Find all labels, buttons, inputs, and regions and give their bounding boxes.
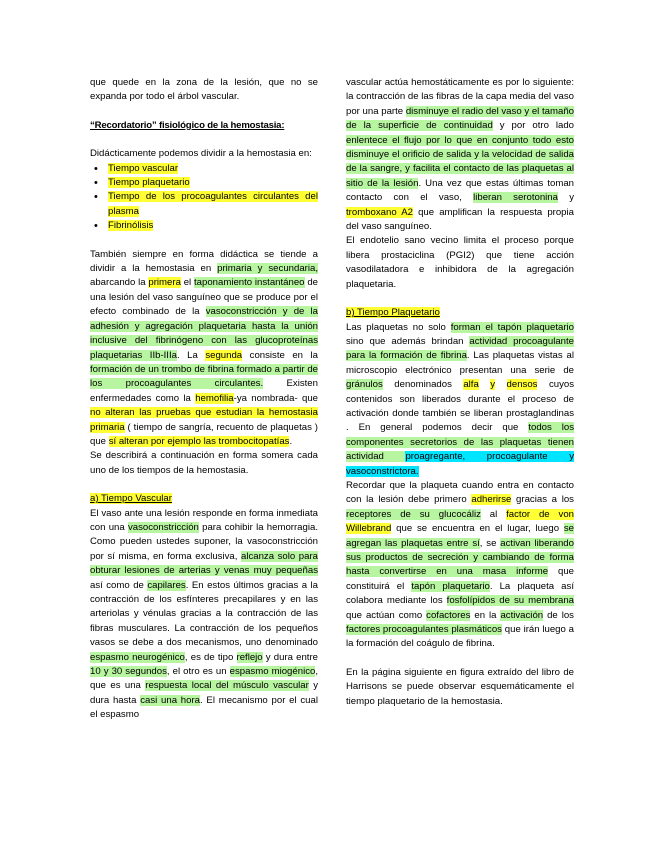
highlight-text: alcanza solo para obturar lesiones de arterias y venas muy pequeñas xyxy=(90,550,318,577)
highlight-text: alfa xyxy=(463,379,479,391)
text-span: que irán luego a la formación del coágulo de fibrina. xyxy=(346,624,574,650)
highlight-text: adherirse xyxy=(471,494,512,506)
text-span: que constituirá el xyxy=(346,566,574,592)
paragraph xyxy=(346,321,574,479)
text-span: ( tiempo de sangría, recuento de plaquetas ) que xyxy=(90,421,318,447)
highlight-text: segunda xyxy=(205,349,243,361)
text-span: y xyxy=(557,192,574,204)
highlight-text: Tiempo vascular xyxy=(108,162,179,174)
list-item xyxy=(90,190,318,219)
text-span: , es de tipo xyxy=(184,651,237,663)
text-span: denominados xyxy=(382,379,464,391)
text-span: . El mecanismo por el cual el espasmo xyxy=(90,694,318,721)
highlight-text: reflejo xyxy=(236,651,263,663)
highlight-text: disminuye el radio del vaso y el tamaño de la superficie de continuidad xyxy=(346,105,574,132)
text-span: en la xyxy=(470,609,501,621)
text-span: Las plaquetas no solo xyxy=(346,321,451,333)
text-span xyxy=(479,379,490,390)
highlight-text: taponamiento instantáneo xyxy=(193,277,305,289)
highlight-text: espasmo miogénico xyxy=(229,666,316,678)
text-span: Se describirá a continuación en forma somera cada uno de los tiempos de la hemostasia. xyxy=(90,450,318,476)
text-span: , se xyxy=(479,537,501,549)
text-span: . En estos últimos gracias a la contracción de los esfínteres precapilares y en las arteriolas y vénulas gracias a la contracción de las fibras musculares. La contracción de los pequeños vasos se debe a dos mecanismos, uno denominado xyxy=(90,579,318,649)
highlight-text: factor de von Willebrand xyxy=(346,508,574,535)
paragraph xyxy=(346,234,574,292)
text-span: sino que además brindan xyxy=(346,335,470,347)
text-span: abarcando la xyxy=(90,277,149,289)
highlight-text: vasoconstricción xyxy=(127,521,199,533)
text-span: . Una vez que estas últimas toman contacto con el vaso, xyxy=(346,177,574,204)
highlight-text: vasoconstricción y de la adhesión y agregación plaquetaria hasta la unión inclusive del fibrinógeno con las glucoproteínas plaquetarias IIb-IIIa xyxy=(90,306,318,361)
heading-text: a) Tiempo Vascular xyxy=(90,493,172,505)
highlight-text: sí alteran por ejemplo las trombocitopatías xyxy=(108,435,290,447)
paragraph xyxy=(90,449,318,478)
text-span: y dura entre xyxy=(262,651,318,663)
text-span: consiste en la xyxy=(242,349,318,361)
bullet-list xyxy=(90,162,318,234)
highlight-text: respuesta local del músculo vascular xyxy=(145,680,309,692)
highlight-text: se agregan las plaquetas entre sí xyxy=(346,523,574,549)
highlight-text: gránulos xyxy=(346,379,383,391)
paragraph xyxy=(90,76,318,105)
highlight-text: tapón plaquetario xyxy=(411,580,490,592)
text-span: el xyxy=(180,277,194,289)
list-item xyxy=(90,219,318,233)
text-span: al xyxy=(480,508,507,520)
text-span: de los xyxy=(543,609,574,621)
text-span: . La xyxy=(176,349,206,361)
highlight-text: receptores de su glucocáliz xyxy=(346,508,481,520)
highlight-text: tromboxano A2 xyxy=(346,206,413,218)
text-span: En la página siguiente en figura extraído del libro de Harrisons se puede observar esquemáticamente el tiempo plaquetario de la hemostasia. xyxy=(346,666,574,707)
highlight-text: activan liberando sus productos de secreción y cambiando de forma hasta convertirse en una masa informe xyxy=(346,537,574,578)
text-span: Recordar que la plaqueta cuando entra en contacto con la lesión debe primero xyxy=(346,479,574,506)
highlight-text: proagregante, procoagulante y vasoconstrictora. xyxy=(346,451,575,477)
highlight-text: capilares xyxy=(147,579,186,591)
section-heading xyxy=(90,492,318,506)
text-span: cuyos contenidos son liberados durante el proceso de activación donde también se liberan prostaglandinas . En general podemos decir que xyxy=(346,379,575,434)
highlight-text: primaria y secundaria, xyxy=(217,263,318,275)
highlight-text: Fibrinólisis xyxy=(108,220,154,232)
text-span: Existen enfermedades como la xyxy=(90,378,318,404)
highlight-text: activación xyxy=(500,609,544,621)
section-heading xyxy=(90,119,318,133)
highlight-text: liberan serotonina xyxy=(473,192,558,204)
highlight-text: casi una hora xyxy=(140,694,200,706)
text-span: de una lesión del vaso sanguíneo que se produce por el efecto combinado de la xyxy=(90,277,318,318)
highlight-text: densos xyxy=(506,379,538,391)
paragraph xyxy=(90,248,318,450)
highlight-text: Tiempo plaquetario xyxy=(108,177,190,189)
text-span: . Las plaquetas vistas al microscopio electrónico presentan una serie de xyxy=(346,350,574,376)
highlight-text: Tiempo de los procoagulantes circulantes del plasma xyxy=(108,191,318,217)
text-span: -ya nombrada- que xyxy=(233,392,318,404)
right-column xyxy=(346,76,574,709)
text-span: y dura hasta xyxy=(90,680,318,706)
paragraph xyxy=(346,666,574,709)
highlight-text: hemofilia xyxy=(195,392,234,404)
text-span: que se encuentra en el lugar, luego xyxy=(391,523,564,535)
text-span: , que es una xyxy=(90,666,319,692)
text-span: El vaso ante una lesión responde en forma inmediata con una xyxy=(90,507,318,533)
text-span: que amplifican la respuesta propia del vaso sanguíneo. xyxy=(346,206,574,233)
paragraph xyxy=(90,507,318,723)
paragraph xyxy=(346,479,574,652)
text-span: , el otro es un xyxy=(166,666,230,678)
highlight-text: actividad procoagulante para la formación de fibrina xyxy=(346,335,574,362)
highlight-text: forman el tapón plaquetario xyxy=(450,321,574,333)
text-span: gracias a los xyxy=(511,494,574,506)
list-item xyxy=(90,176,318,190)
list-item xyxy=(90,162,318,176)
highlight-text: espasmo neurogénico xyxy=(90,651,185,663)
highlight-text: y xyxy=(490,379,496,391)
text-span: y por otro lado xyxy=(492,120,575,132)
highlight-text: no alteran las pruebas que estudian la hemostasia primaria xyxy=(90,407,318,433)
highlight-text: primera xyxy=(148,277,181,289)
text-span: vascular actúa hemostáticamente es por lo siguiente: la contracción de las fibras de la capa media del vaso por una parte xyxy=(346,77,574,117)
highlight-text: factores procoagulantes plasmáticos xyxy=(346,624,502,636)
text-span: que actúan como xyxy=(346,609,427,621)
text-span: . xyxy=(289,435,293,447)
highlight-text: fosfolípidos de su membrana xyxy=(446,595,574,607)
highlight-text: cofactores xyxy=(426,609,471,621)
highlight-text: todos los componentes secretorios de las plaquetas tienen actividad xyxy=(346,422,574,463)
highlight-text: 10 y 30 segundos xyxy=(90,666,167,678)
paragraph xyxy=(90,147,318,161)
text-span: . La plaqueta así colabora mediante los xyxy=(346,580,574,607)
section-heading xyxy=(346,306,574,320)
highlight-text: enlentece el flujo por lo que en conjunto todo esto disminuye el orificio de salida y la velocidad de salida de la sangre, y facilita el contacto de las plaquetas al sitio de la lesión xyxy=(346,134,574,189)
paragraph xyxy=(346,76,574,234)
text-span: que quede en la zona de la lesión, que no se expanda por todo el árbol vascular. xyxy=(90,77,318,103)
text-span xyxy=(495,379,506,390)
left-column xyxy=(90,76,318,723)
text-span: así como de xyxy=(90,579,148,591)
text-span: para cohibir la hemorragia. Como pueden ustedes suponer, la vasoconstricción por sí misma, en forma exclusiva, xyxy=(90,521,318,562)
heading-text: “Recordatorio” fisiológico de la hemostasia: xyxy=(90,119,285,131)
highlight-text: formación de un trombo de fibrina formado a partir de los procoagulantes circulantes. xyxy=(90,363,318,390)
heading-text: b) Tiempo Plaquetario xyxy=(346,307,440,319)
text-span: Didácticamente podemos dividir a la hemostasia en: xyxy=(90,148,312,160)
text-span: El endotelio sano vecino limita el proceso porque libera prostaciclina (PGI2) que tiene acción vasodilatadora e inhibidora de la agregación plaquetaria. xyxy=(346,235,574,290)
text-span: También siempre en forma didáctica se tiende a dividir a la hemostasia en xyxy=(90,248,318,275)
